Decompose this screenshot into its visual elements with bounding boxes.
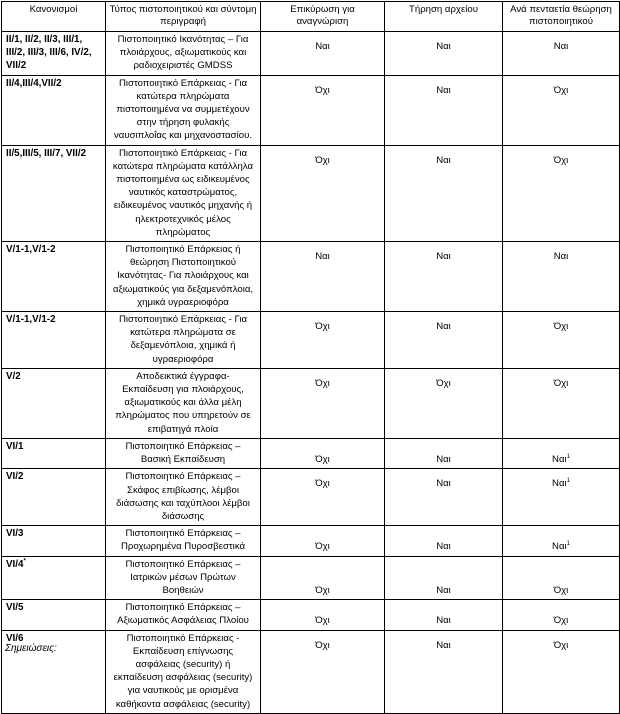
revalidation-cell: [503, 438, 620, 468]
endorsement-cell: Όχι: [261, 526, 385, 556]
endorsement-cell: Όχι: [261, 630, 385, 713]
regulations-cell: ΙΙ/5,ΙΙΙ/5, ΙΙΙ/7, VII/2: [2, 145, 106, 241]
revalidation-value: Όχι: [553, 639, 569, 651]
table-row: [2, 438, 620, 468]
revalidation-cell: [503, 32, 620, 76]
header-revalidation: Ανά πενταετία θεώρηση πιστοποιητικού: [503, 2, 620, 32]
table-row: [2, 526, 620, 556]
description-cell: Πιστοποιητικό Επάρκειας – Βασική Εκπαίδευση: [106, 438, 261, 468]
description-cell: Αποδεικτικά έγγραφα- Εκπαίδευση για πλοιάρχους, αξιωματικούς και άλλα μέλη πληρώματος που υπηρετούν σε επιβατηγά πλοία: [106, 368, 261, 438]
revalidation-value: Όχι: [553, 154, 569, 166]
table-row: [2, 145, 620, 241]
header-regulations: Κανονισμοί: [2, 2, 106, 32]
regulations-cell: V/1-1,V/1-2: [2, 312, 106, 369]
endorsement-cell: Όχι: [261, 469, 385, 526]
description-cell: Πιστοποιητικό Επάρκειας – Προχωρημένα Πυροσβεστικά: [106, 526, 261, 556]
description-cell: Πιστοποιητικό Επάρκειας - Για κατώτερα πληρώματα κατάλληλα πιστοποιημένα ως ειδικευμένος ναυτικός καταστρώματος, ειδικευμένος ναυτικός μηχανής ή ηλεκτροτεχνικός μέλος πληρώματος: [106, 145, 261, 241]
revalidation-cell: [503, 469, 620, 526]
records-cell: Ναι: [385, 600, 503, 630]
endorsement-cell: Όχι: [261, 312, 385, 369]
endorsement-cell: Όχι: [261, 556, 385, 600]
regulations-cell: [2, 556, 106, 600]
header-row: [2, 2, 620, 32]
table-row: [2, 630, 620, 713]
certificates-table: [1, 1, 620, 714]
footnote-marker: *: [23, 558, 26, 565]
revalidation-cell: [503, 145, 620, 241]
table-row: [2, 242, 620, 312]
records-cell: Ναι: [385, 438, 503, 468]
revalidation-cell: [503, 368, 620, 438]
footnote-marker: 1: [566, 478, 570, 485]
header-endorsement: Επικύρωση για αναγνώριση: [261, 2, 385, 32]
table-row: [2, 556, 620, 600]
description-cell: Πιστοποιητικό Επάρκειας - Για κατώτερα πληρώματα σε δεξαμενόπλοια, χημικά ή υγραεριοφόρα: [106, 312, 261, 369]
description-cell: Πιστοποιητικό Επάρκειας –Σκάφος επιβίωσης, λέμβοι διάσωσης και ταχύπλοοι λέμβοι διάσωσης: [106, 469, 261, 526]
table-row: [2, 368, 620, 438]
description-cell: Πιστοποιητικό Επάρκειας ή θεώρηση Πιστοποιητικού Ικανότητας- Για πλοιάρχους και αξιωματικούς για δεξαμενόπλοια, χημικά υγραεριοφόρα: [106, 242, 261, 312]
revalidation-cell: [503, 630, 620, 713]
revalidation-cell: [503, 312, 620, 369]
regulations-cell: VI/1: [2, 438, 106, 468]
regulations-cell: VI/6: [2, 630, 106, 713]
records-cell: Ναι: [385, 32, 503, 76]
revalidation-cell: [503, 600, 620, 630]
endorsement-cell: Ναι: [261, 242, 385, 312]
records-cell: Ναι: [385, 312, 503, 369]
description-cell: Πιστοποιητικό Επάρκειας – Ιατρικών μέσων Πρώτων Βοηθειών: [106, 556, 261, 600]
footnote-marker: 1: [566, 453, 570, 460]
revalidation-cell: [503, 526, 620, 556]
revalidation-value: Ναι: [552, 541, 567, 553]
regulations-cell: V/2: [2, 368, 106, 438]
records-cell: Ναι: [385, 469, 503, 526]
description-cell: Πιστοποιητικό Επάρκειας - Για κατώτερα πληρώματα πιστοποιημένα να συμμετέχουν στην τήρηση φυλακής ναυσιπλοΐας και μηχανοστασίου.: [106, 75, 261, 145]
endorsement-cell: Όχι: [261, 145, 385, 241]
revalidation-value: Ναι: [553, 41, 569, 52]
revalidation-value: Όχι: [553, 615, 569, 627]
description-cell: Πιστοποιητικό Επάρκειας – Αξιωματικός Ασφάλειας Πλοίου: [106, 600, 261, 630]
header-records: Τήρηση αρχείου: [385, 2, 503, 32]
regulations-cell: VI/3: [2, 526, 106, 556]
regulations-cell: ΙΙ/4,ΙΙΙ/4,VII/2: [2, 75, 106, 145]
revalidation-value: Ναι: [553, 251, 569, 263]
endorsement-cell: Όχι: [261, 75, 385, 145]
records-cell: Ναι: [385, 75, 503, 145]
records-cell: Ναι: [385, 145, 503, 241]
revalidation-cell: [503, 75, 620, 145]
endorsement-cell: Ναι: [261, 32, 385, 76]
regulations-cell: VI/2: [2, 469, 106, 526]
revalidation-value: Όχι: [553, 84, 569, 96]
table-row: [2, 75, 620, 145]
revalidation-value: Ναι: [552, 454, 567, 466]
table-row: [2, 600, 620, 630]
table-row: [2, 32, 620, 76]
records-cell: Ναι: [385, 630, 503, 713]
revalidation-cell: [503, 556, 620, 600]
revalidation-value: Όχι: [553, 377, 569, 389]
endorsement-cell: Όχι: [261, 438, 385, 468]
endorsement-cell: Όχι: [261, 368, 385, 438]
revalidation-value: Όχι: [553, 321, 569, 333]
records-cell: Ναι: [385, 242, 503, 312]
endorsement-cell: Όχι: [261, 600, 385, 630]
revalidation-cell: [503, 242, 620, 312]
description-cell: Πιστοποιητικό Ικανότητας – Για πλοιάρχους, αξιωματικούς και ραδιοχειριστές GMDSS: [106, 32, 261, 76]
footnote-marker: 1: [566, 541, 570, 548]
revalidation-value: Όχι: [553, 584, 569, 596]
records-cell: Ναι: [385, 556, 503, 600]
regulations-cell: ΙΙ/1, ΙΙ/2, ΙΙ/3, ΙΙΙ/1, ΙΙΙ/2, ΙΙΙ/3, ΙΙΙ/6, IV/2, VII/2: [2, 32, 106, 76]
table-row: [2, 312, 620, 369]
table-row: [2, 469, 620, 526]
header-certificate-type: Τύπος πιστοποιητικού και σύντομη περιγραφή: [106, 2, 261, 32]
revalidation-value: Ναι: [552, 478, 567, 490]
regulations-value: VI/4: [6, 558, 24, 570]
regulations-cell: V/1-1,V/1-2: [2, 242, 106, 312]
regulations-cell: VI/5: [2, 600, 106, 630]
description-cell: Πιστοποιητικό Επάρκειας - Εκπαίδευση επίγνωσης ασφάλειας (security) ή εκπαίδευση ασφάλειας (security) για ναυτικούς με ορισμένα καθήκοντα ασφάλειας (security): [106, 630, 261, 713]
footnotes-heading: Σημειώσεις:: [5, 643, 57, 654]
records-cell: Όχι: [385, 368, 503, 438]
records-cell: Ναι: [385, 526, 503, 556]
